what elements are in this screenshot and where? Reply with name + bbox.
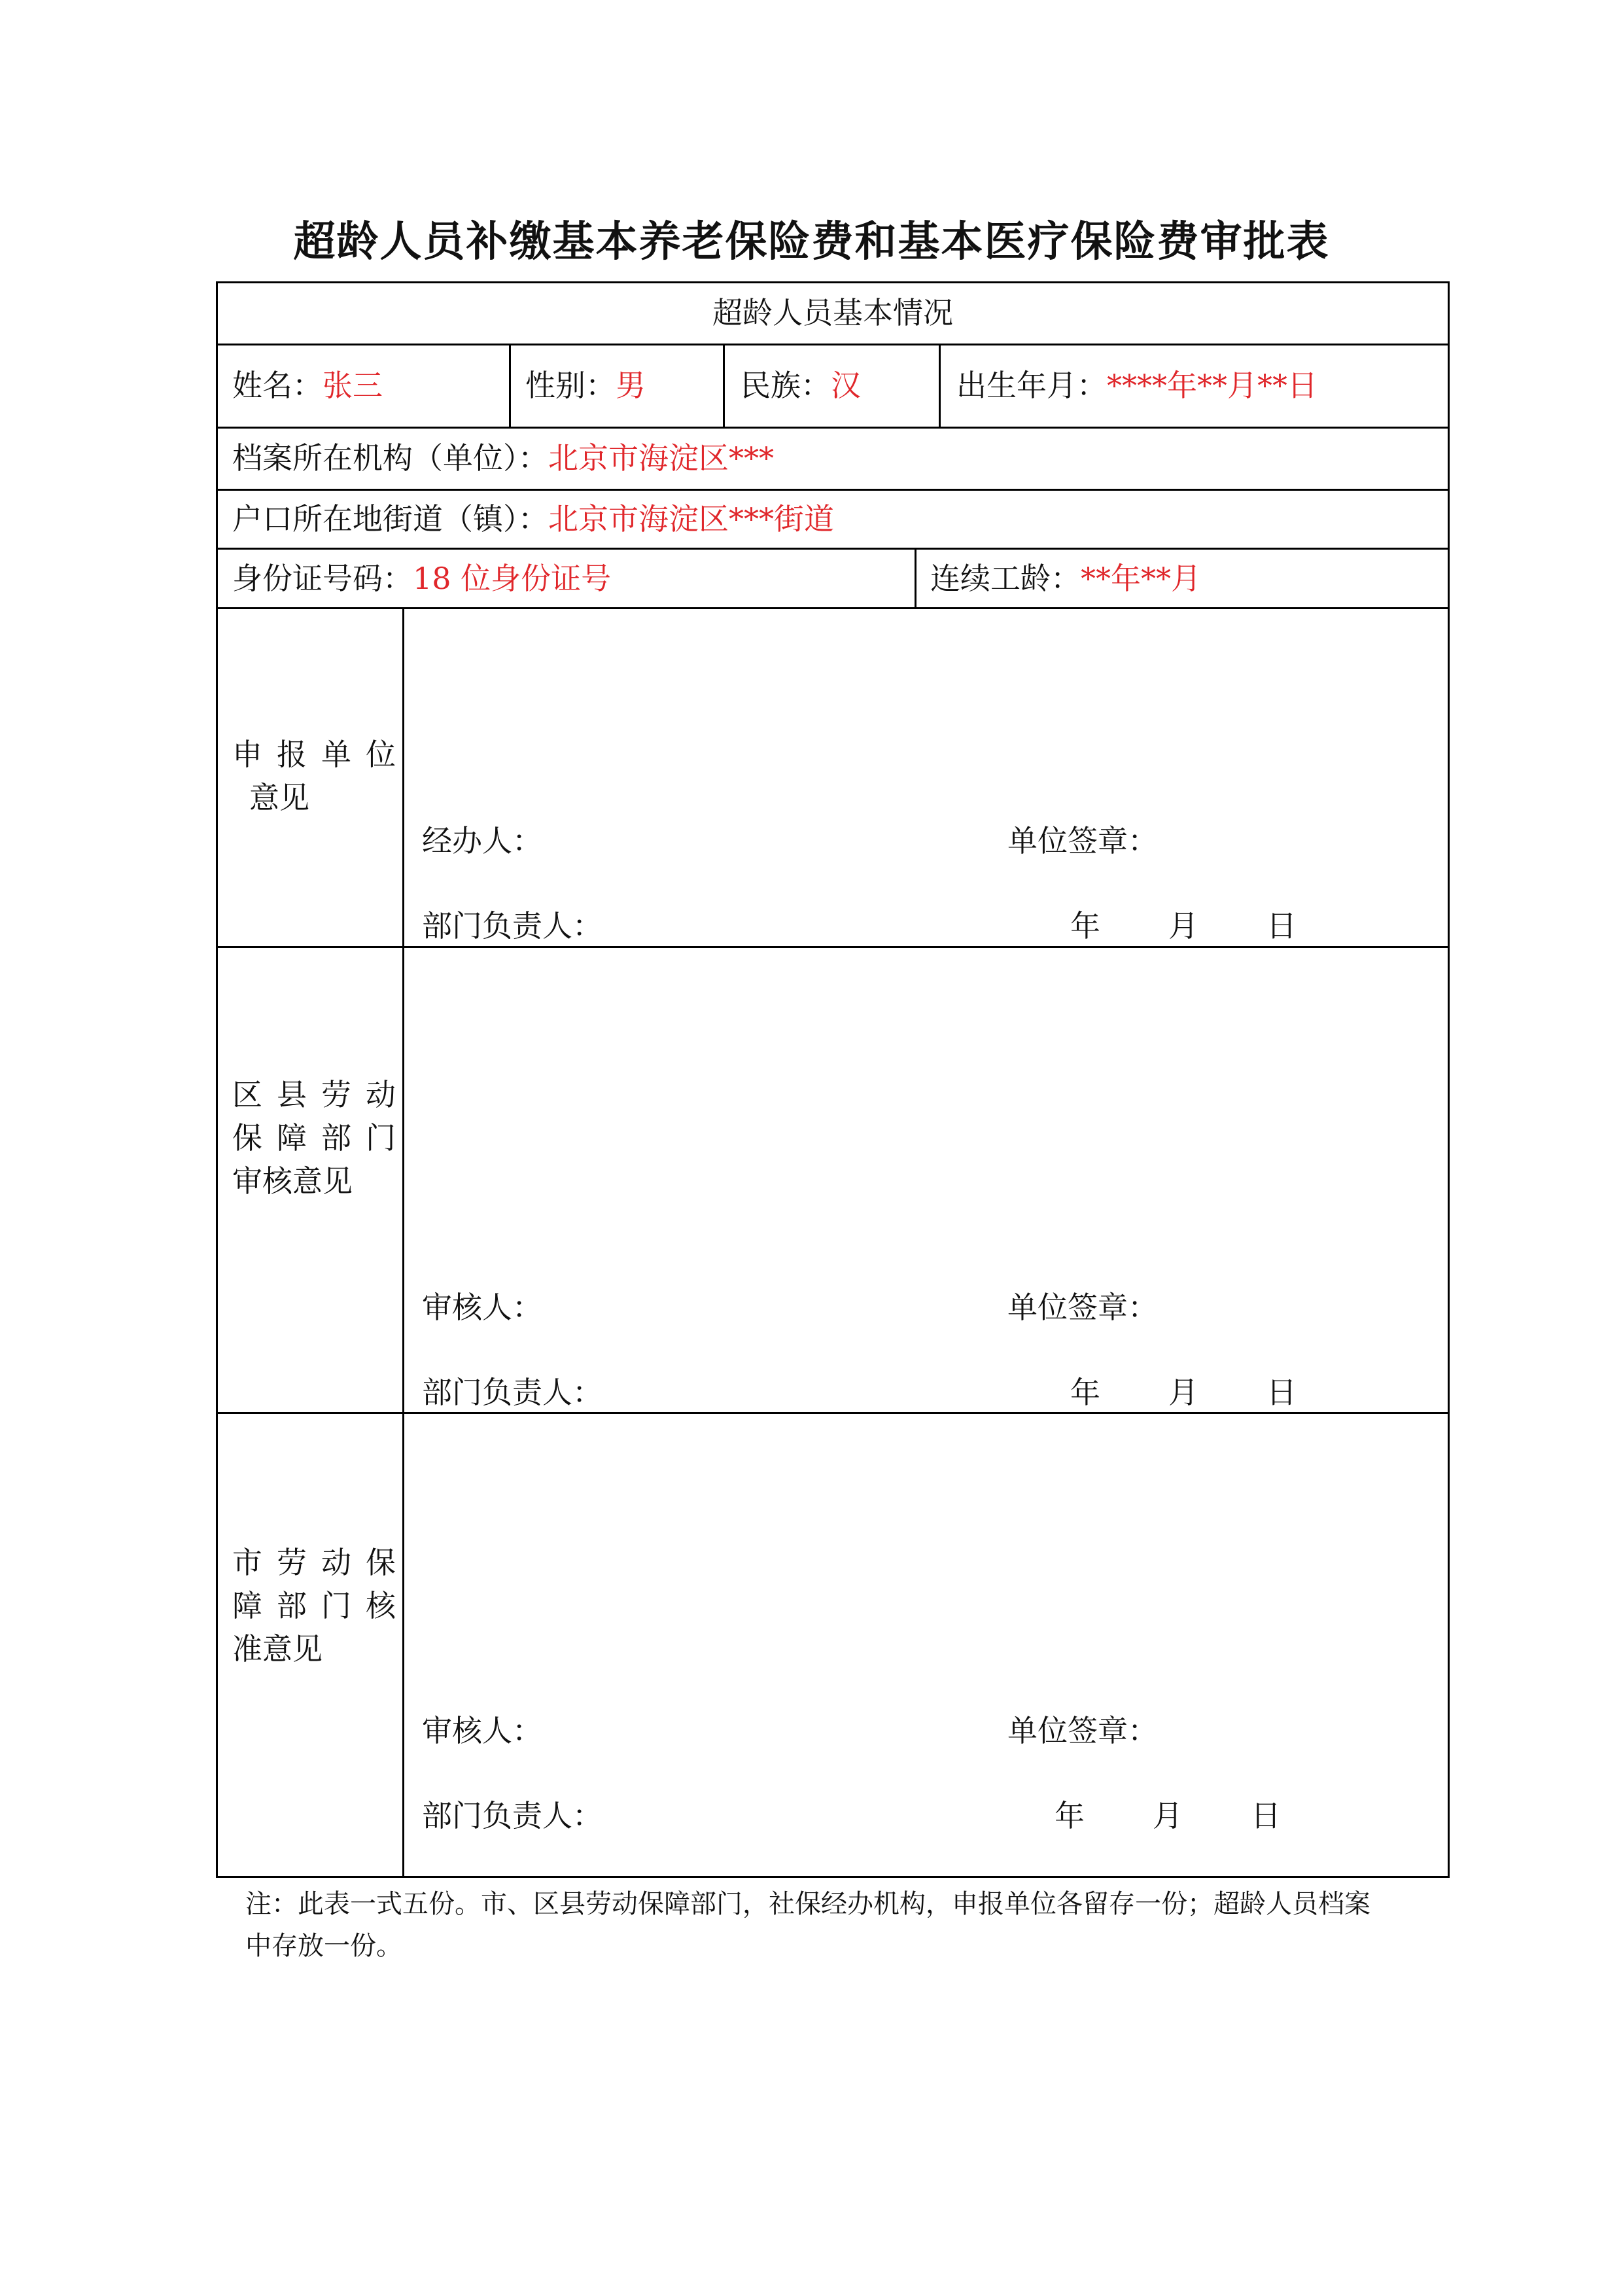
ethnicity-field [741, 368, 861, 403]
ethnicity-value: 汉 [831, 368, 861, 403]
section-label-city-approval [232, 1541, 396, 1670]
reviewer-label: 审核人： [422, 1290, 542, 1325]
gender-value: 男 [616, 368, 646, 403]
footnote: 注：此表一式五份。市、区县劳动保障部门，社保经办机构，申报单位各留存一份；超龄人员档案中存放一份。 [245, 1889, 1370, 1961]
archive-org-label: 档案所在机构（单位）： [232, 440, 548, 476]
name-label: 姓名： [232, 368, 323, 403]
unit-seal-label: 单位签章： [1007, 823, 1158, 858]
date-day: 日 [1266, 1375, 1297, 1410]
col-divider [723, 344, 725, 427]
section-label-line: 市劳动保 [232, 1545, 396, 1580]
row-divider [216, 427, 1450, 429]
birth-field [956, 368, 1318, 403]
label-column-divider [402, 607, 404, 1878]
section-label-line: 准意见 [232, 1631, 323, 1667]
date-day: 日 [1266, 908, 1297, 944]
section-label-line: 意见 [249, 780, 309, 815]
name-value: 张三 [323, 368, 383, 403]
birth-label: 出生年月： [956, 368, 1107, 403]
department-head-label: 部门负责人： [422, 1375, 602, 1410]
archive-org-value: 北京市海淀区*** [548, 440, 774, 476]
gender-label: 性别： [525, 368, 616, 403]
handler-label: 经办人： [422, 823, 542, 858]
page-title: 超龄人员补缴基本养老保险费和基本医疗保险费审批表 [293, 217, 1330, 266]
row-divider [216, 489, 1450, 491]
basic-info-header: 超龄人员基本情况 [712, 295, 953, 330]
row-divider [216, 548, 1450, 550]
date-month: 月 [1153, 1798, 1183, 1833]
row-divider [216, 344, 1450, 345]
unit-seal-label: 单位签章： [1007, 1713, 1158, 1748]
work-years-value: **年**月 [1081, 561, 1201, 596]
section-label-line: 保障部门 [232, 1120, 396, 1156]
section-label-line: 审核意见 [232, 1163, 353, 1199]
id-number-value: 18 位身份证号 [413, 561, 612, 596]
col-divider [509, 344, 511, 427]
department-head-label: 部门负责人： [422, 1798, 602, 1833]
household-value: 北京市海淀区***街道 [548, 501, 834, 537]
row-divider [216, 946, 1450, 948]
id-number-label: 身份证号码： [232, 561, 413, 596]
section-label-line: 申报单位 [232, 737, 396, 772]
archive-org-field [232, 440, 774, 476]
col-divider [939, 344, 941, 427]
work-years-label: 连续工龄： [930, 561, 1081, 596]
department-head-label: 部门负责人： [422, 908, 602, 944]
section-label-line: 障部门核 [232, 1588, 396, 1623]
date-year: 年 [1070, 908, 1100, 944]
row-divider [216, 607, 1450, 609]
date-year: 年 [1055, 1798, 1085, 1833]
birth-value: ****年**月**日 [1107, 368, 1318, 403]
ethnicity-label: 民族： [741, 368, 831, 403]
col-divider [915, 548, 916, 607]
section-label-applicant-unit [232, 733, 396, 819]
reviewer-label: 审核人： [422, 1713, 542, 1748]
section-label-line: 区县劳动 [232, 1077, 396, 1112]
date-month: 月 [1168, 1375, 1198, 1410]
section-label-district-review [232, 1073, 396, 1203]
unit-seal-label: 单位签章： [1007, 1290, 1158, 1325]
name-field [232, 368, 383, 403]
gender-field [525, 368, 646, 403]
date-year: 年 [1070, 1375, 1100, 1410]
work-years-field [930, 561, 1201, 596]
id-number-field [232, 561, 612, 596]
date-month: 月 [1168, 908, 1198, 944]
household-field [232, 501, 834, 537]
household-label: 户口所在地街道（镇）： [232, 501, 548, 537]
row-divider [216, 1412, 1450, 1414]
date-day: 日 [1251, 1798, 1281, 1833]
